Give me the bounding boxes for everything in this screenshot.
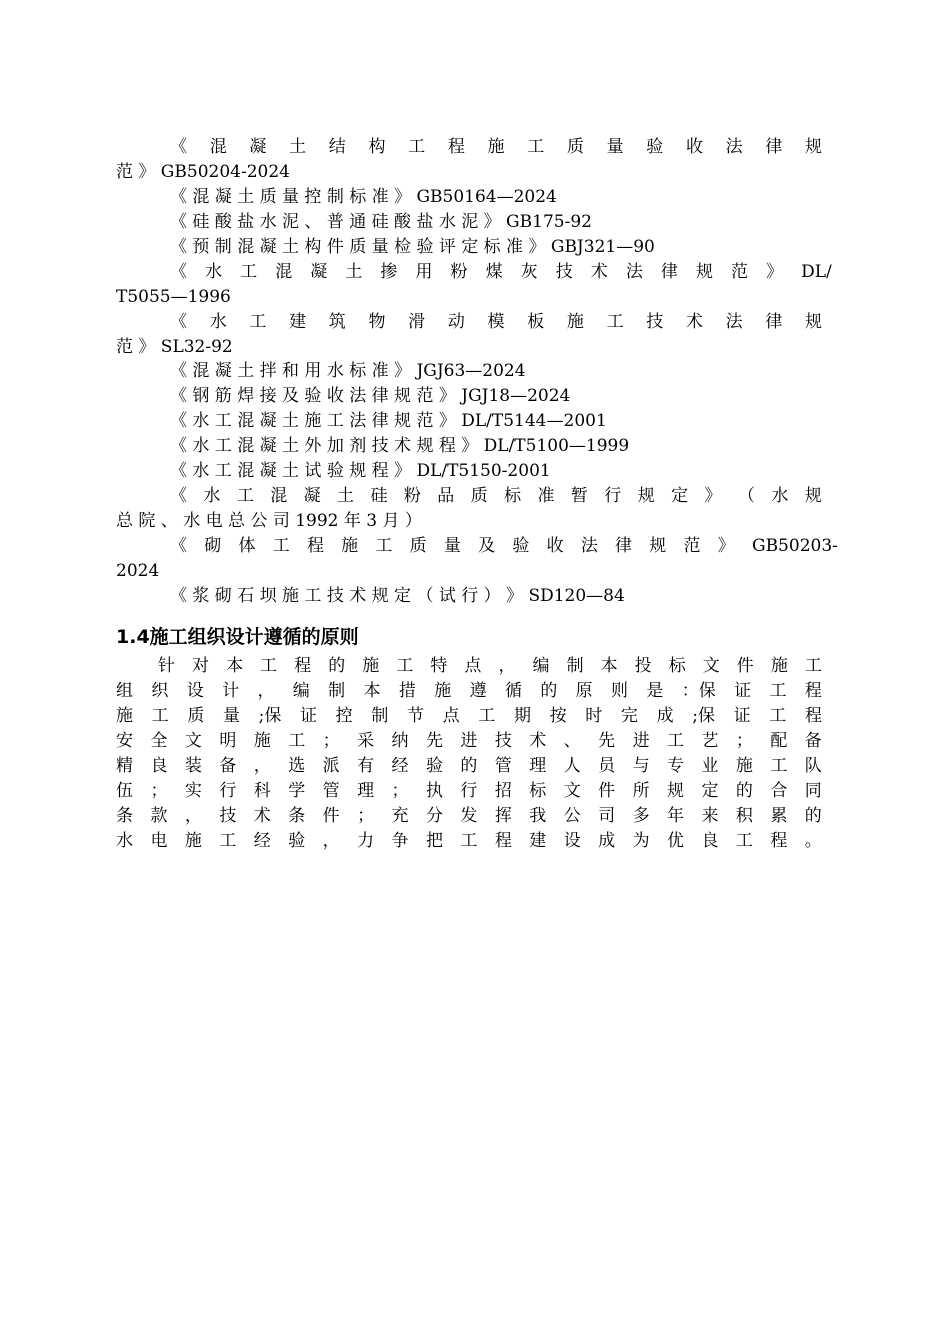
text-token: 把 (425, 831, 443, 851)
text-token: 的 (540, 681, 558, 701)
text-token: 土 (337, 486, 355, 506)
text-token: 质 (470, 486, 488, 506)
text-token: 验 (425, 756, 443, 776)
text-token: 建 (529, 831, 547, 851)
text-token: 的 (735, 781, 753, 801)
text-token: GB50203- (751, 536, 838, 556)
text-token: 术 (253, 806, 271, 826)
standard-line: 《 钢 筋 焊 接 及 验 收 法 律 规 范 》 JGJ18—2024 (170, 386, 571, 406)
text-token: 件 (598, 781, 616, 801)
text-token: 全 (150, 731, 168, 751)
text-token: ， (322, 831, 340, 851)
text-token: 准 (537, 486, 555, 506)
text-token: ， (257, 681, 275, 701)
text-token: 验 (288, 831, 306, 851)
text-token: 工 (396, 656, 414, 676)
text-token: 土 (345, 262, 363, 282)
text-token: DL/ (801, 262, 832, 282)
text-token: 质 (409, 536, 427, 556)
text-token: 煤 (485, 262, 503, 282)
text-token: 文 (563, 781, 581, 801)
text-token: 织 (151, 681, 169, 701)
text-token: ， (253, 756, 271, 776)
standard-line (170, 484, 822, 509)
text-token: 期 (513, 706, 531, 726)
text-token: 滑 (408, 312, 426, 332)
text-token: 程 (804, 681, 822, 701)
text-token: 工 (735, 831, 753, 851)
text-token: 施 (116, 706, 133, 726)
text-token: 工 (260, 656, 278, 676)
text-token: 施 (735, 756, 753, 776)
text-token: 节 (406, 706, 424, 726)
text-token: 学 (288, 781, 306, 801)
text-token: 先 (598, 731, 616, 751)
text-token: 水 (209, 312, 227, 332)
text-token: 混 (270, 486, 288, 506)
text-token: 技 (494, 731, 512, 751)
text-token: 工 (606, 312, 624, 332)
text-token: ， (498, 656, 516, 676)
text-token: 点 (464, 656, 482, 676)
text-token: 理 (357, 781, 375, 801)
text-token: 安 (116, 731, 133, 751)
text-token: 伍 (116, 781, 133, 801)
text-token: 则 (611, 681, 629, 701)
standard-line-continued: 范 》 GB50204-2024 (116, 162, 290, 182)
text-token: 工 (527, 137, 545, 157)
text-token: 施 (341, 536, 359, 556)
text-token: 施 (566, 312, 584, 332)
standard-line: 《 水 工 混 凝 土 施 工 法 律 规 范 》 DL/T5144—2001 (170, 411, 607, 431)
text-token: 及 (478, 536, 496, 556)
text-token: 员 (598, 756, 616, 776)
text-token: 《 (170, 262, 187, 282)
standard-line (170, 534, 838, 559)
text-token: 质 (566, 137, 584, 157)
text-token: 按 (549, 706, 567, 726)
text-token: 编 (292, 681, 310, 701)
text-token: 工 (769, 706, 787, 726)
text-token: 经 (391, 756, 409, 776)
text-token: 粉 (450, 262, 468, 282)
text-token: 设 (186, 681, 204, 701)
standard-line: 《 预 制 混 凝 土 构 件 质 量 检 验 评 定 标 准 》 GBJ321—90 (170, 237, 655, 257)
text-token: 证 (733, 706, 751, 726)
text-token: 制 (566, 656, 584, 676)
text-token: 砌 (204, 536, 222, 556)
text-token: 行 (219, 781, 237, 801)
text-token: 原 (575, 681, 593, 701)
text-token: 规 (695, 262, 713, 282)
text-token: 的 (804, 806, 822, 826)
text-token: 司 (598, 806, 616, 826)
text-token: 合 (770, 781, 788, 801)
text-token: 工 (804, 656, 822, 676)
standard-line-continued: 2024 (116, 561, 160, 581)
text-token: 证 (734, 681, 752, 701)
text-token: 计 (222, 681, 240, 701)
text-token: 针 (158, 656, 175, 676)
text-token: 混 (209, 137, 227, 157)
text-token: 《 (170, 312, 187, 332)
text-token: ； (735, 731, 753, 751)
text-token: ;保 (258, 706, 282, 726)
text-token: 法 (725, 137, 743, 157)
text-token: 执 (425, 781, 443, 801)
text-token: 年 (667, 806, 684, 826)
standard-line: 《 混 凝 土 拌 和 用 水 标 准 》 JGJ63—2024 (170, 361, 526, 381)
text-token: 板 (527, 312, 545, 332)
text-token: 电 (150, 831, 168, 851)
text-token: ； (357, 806, 375, 826)
text-token: 证 (300, 706, 318, 726)
text-token: 争 (391, 831, 409, 851)
text-token: 控 (335, 706, 353, 726)
text-token: 备 (804, 731, 822, 751)
text-token: （ (737, 486, 755, 506)
text-token: 施 (434, 681, 452, 701)
text-token: 工 (667, 731, 684, 751)
paragraph-line (116, 704, 822, 729)
text-token: 律 (660, 262, 678, 282)
text-token: 充 (391, 806, 409, 826)
text-token: 分 (425, 806, 443, 826)
text-token: 发 (460, 806, 478, 826)
text-token: 行 (604, 486, 622, 506)
text-token: 文 (184, 731, 202, 751)
text-token: 艺 (701, 731, 719, 751)
text-token: 措 (398, 681, 416, 701)
text-token: 工 (151, 706, 169, 726)
text-token: 明 (219, 731, 237, 751)
text-token: 是 (646, 681, 664, 701)
text-token: 定 (671, 486, 689, 506)
text-token: 量 (443, 536, 461, 556)
text-token: 工 (478, 706, 496, 726)
text-token: 》 (766, 262, 784, 282)
text-token: 技 (219, 806, 237, 826)
text-token: 定 (701, 781, 719, 801)
text-token: 《 (170, 486, 187, 506)
text-token: 程 (494, 831, 512, 851)
standard-line: 《 浆 砌 石 坝 施 工 技 术 规 定 （ 试 行 ） 》 SD120—84 (170, 586, 625, 606)
text-token: 本 (363, 681, 381, 701)
text-token: 程 (294, 656, 312, 676)
paragraph-line (116, 804, 822, 829)
text-token: 工 (240, 262, 258, 282)
standard-line: 《 水 工 混 凝 土 外 加 剂 技 术 规 程 》 DL/T5100—1999 (170, 436, 630, 456)
text-token: 与 (632, 756, 650, 776)
text-token: 同 (804, 781, 822, 801)
text-token: 凝 (249, 137, 267, 157)
text-token: 量 (606, 137, 624, 157)
text-token: 量 (222, 706, 240, 726)
text-token: 文 (702, 656, 720, 676)
text-token: 技 (646, 312, 664, 332)
text-token: 凝 (303, 486, 321, 506)
text-token: 为 (632, 831, 650, 851)
text-token: 工 (375, 536, 393, 556)
text-token: 实 (184, 781, 202, 801)
text-token: 物 (368, 312, 386, 332)
text-token: 程 (447, 137, 465, 157)
text-token: 工 (272, 536, 290, 556)
text-token: 的 (460, 756, 478, 776)
text-token: 律 (615, 536, 633, 556)
text-token: 《 (170, 536, 187, 556)
text-token: 理 (529, 756, 547, 776)
text-token: 术 (529, 731, 547, 751)
text-token: 队 (804, 756, 822, 776)
text-token: 累 (770, 806, 788, 826)
text-token: 多 (632, 806, 650, 826)
text-token: 纳 (391, 731, 409, 751)
text-token: 件 (736, 656, 754, 676)
text-token: 成 (656, 706, 674, 726)
text-token: 法 (725, 312, 743, 332)
text-token: 工 (460, 831, 478, 851)
text-token: 来 (701, 806, 719, 826)
text-token: 工 (219, 831, 237, 851)
text-token: ， (184, 806, 202, 826)
text-token: 验 (512, 536, 530, 556)
text-token: 。 (804, 831, 822, 851)
text-token: 程 (804, 706, 822, 726)
text-token: 范 (731, 262, 748, 282)
text-token: 规 (667, 781, 684, 801)
text-token: 良 (150, 756, 168, 776)
text-token: 装 (184, 756, 202, 776)
text-token: 精 (116, 756, 133, 776)
text-token: 施 (770, 656, 788, 676)
text-token: ； (150, 781, 168, 801)
text-token: 采 (357, 731, 375, 751)
text-token: 建 (289, 312, 307, 332)
text-token: 循 (504, 681, 522, 701)
text-token: 工 (249, 312, 267, 332)
text-token: 》 (704, 486, 722, 506)
text-token: 水 (203, 486, 221, 506)
standard-line-continued: 范 》 SL32-92 (116, 337, 233, 357)
standard-line (170, 310, 822, 335)
text-token: 优 (667, 831, 684, 851)
text-token: 设 (563, 831, 581, 851)
text-token: 工 (769, 681, 787, 701)
text-token: 凝 (310, 262, 328, 282)
text-token: 时 (585, 706, 603, 726)
text-token: 规 (649, 536, 667, 556)
text-token: 暂 (570, 486, 588, 506)
text-token: 土 (289, 137, 307, 157)
text-token: 成 (598, 831, 616, 851)
paragraph-line (116, 754, 822, 779)
text-token: 标 (529, 781, 547, 801)
text-token: 组 (116, 681, 133, 701)
text-token: 》 (717, 536, 735, 556)
text-token: 管 (322, 781, 340, 801)
text-token: 进 (460, 731, 478, 751)
paragraph-line (116, 679, 822, 704)
text-token: 经 (253, 831, 271, 851)
text-token: 编 (532, 656, 550, 676)
text-token: 掺 (380, 262, 398, 282)
text-token: 业 (701, 756, 719, 776)
text-token: ：保 (681, 681, 716, 701)
text-token: 本 (600, 656, 618, 676)
text-token: 的 (328, 656, 346, 676)
paragraph-line (116, 829, 822, 854)
text-token: 派 (322, 756, 340, 776)
text-token: 质 (187, 706, 205, 726)
text-token: 程 (770, 831, 788, 851)
standard-line: 《 水 工 混 凝 土 试 验 规 程 》 DL/T5150-2001 (170, 461, 551, 481)
text-token: 所 (632, 781, 650, 801)
section-heading: 1.4施工组织设计遵循的原则 (116, 626, 359, 648)
text-token: 规 (805, 312, 822, 332)
text-token: 程 (306, 536, 324, 556)
text-token: 投 (634, 656, 652, 676)
text-token: 水 (205, 262, 223, 282)
text-token: 先 (425, 731, 443, 751)
text-token: 规 (637, 486, 655, 506)
text-token: 动 (447, 312, 465, 332)
standard-line: 《 混 凝 土 质 量 控 制 标 准 》 GB50164—2024 (170, 187, 557, 207)
standard-line-continued: 总 院 、 水 电 总 公 司 1992 年 3 月 ） (116, 511, 422, 531)
text-token: 验 (646, 137, 664, 157)
text-token: 体 (238, 536, 256, 556)
text-token: 技 (555, 262, 573, 282)
text-token: 混 (275, 262, 293, 282)
text-token: 选 (288, 756, 306, 776)
text-token: 术 (590, 262, 608, 282)
text-token: 工 (288, 731, 306, 751)
paragraph-line (116, 729, 822, 754)
text-token: 科 (253, 781, 271, 801)
text-token: 本 (226, 656, 244, 676)
text-token: 规 (804, 486, 822, 506)
text-token: 规 (805, 137, 822, 157)
text-token: 我 (529, 806, 547, 826)
text-token: 遵 (469, 681, 487, 701)
text-token: 工 (770, 756, 788, 776)
text-token: 水 (771, 486, 789, 506)
text-token: 《 (170, 137, 187, 157)
text-token: 件 (322, 806, 340, 826)
text-token: 人 (563, 756, 581, 776)
text-token: 收 (685, 137, 703, 157)
text-token: 筑 (328, 312, 346, 332)
text-token: 施 (253, 731, 271, 751)
text-token: 硅 (370, 486, 388, 506)
text-token: 施 (487, 137, 505, 157)
text-token: 招 (494, 781, 512, 801)
text-token: 、 (563, 731, 581, 751)
text-token: 点 (442, 706, 460, 726)
text-token: 法 (625, 262, 643, 282)
paragraph-line (116, 779, 822, 804)
text-token: 律 (765, 312, 783, 332)
text-token: 模 (487, 312, 505, 332)
standard-line: 《 硅 酸 盐 水 泥 、 普 通 硅 酸 盐 水 泥 》 GB175-92 (170, 212, 592, 232)
text-token: 工 (408, 137, 426, 157)
text-token: 结 (328, 137, 346, 157)
text-token: 法 (580, 536, 598, 556)
text-token: ； (322, 731, 340, 751)
standard-line (170, 135, 822, 160)
text-token: 进 (632, 731, 650, 751)
text-token: 行 (460, 781, 478, 801)
standard-line-continued: T5055—1996 (116, 287, 231, 307)
text-token: 水 (116, 831, 133, 851)
text-token: 管 (494, 756, 512, 776)
text-token: 品 (437, 486, 455, 506)
text-token: 粉 (403, 486, 421, 506)
text-token: 条 (116, 806, 133, 826)
text-token: 公 (563, 806, 581, 826)
text-token: 挥 (494, 806, 512, 826)
text-token: 特 (430, 656, 448, 676)
text-token: 标 (504, 486, 522, 506)
text-token: 有 (357, 756, 375, 776)
text-token: 完 (620, 706, 638, 726)
text-token: ;保 (692, 706, 715, 726)
text-token: 用 (415, 262, 433, 282)
text-token: 条 (288, 806, 306, 826)
text-token: 对 (192, 656, 210, 676)
text-token: 备 (219, 756, 237, 776)
text-token: 工 (236, 486, 254, 506)
text-token: 制 (371, 706, 389, 726)
text-token: 力 (357, 831, 375, 851)
text-token: 术 (685, 312, 703, 332)
text-token: 收 (546, 536, 564, 556)
text-token: 良 (701, 831, 719, 851)
text-token: 专 (667, 756, 684, 776)
text-token: 积 (735, 806, 753, 826)
text-token: 配 (770, 731, 788, 751)
text-token: 施 (362, 656, 380, 676)
text-token: 律 (765, 137, 783, 157)
text-token: 灰 (520, 262, 538, 282)
text-token: 款 (150, 806, 168, 826)
text-token: 范 (683, 536, 701, 556)
text-token: 构 (368, 137, 386, 157)
paragraph-line (158, 654, 822, 679)
standard-line (170, 260, 832, 285)
text-token: 制 (328, 681, 346, 701)
text-token: ； (391, 781, 409, 801)
text-token: 施 (184, 831, 202, 851)
text-token: 标 (668, 656, 686, 676)
